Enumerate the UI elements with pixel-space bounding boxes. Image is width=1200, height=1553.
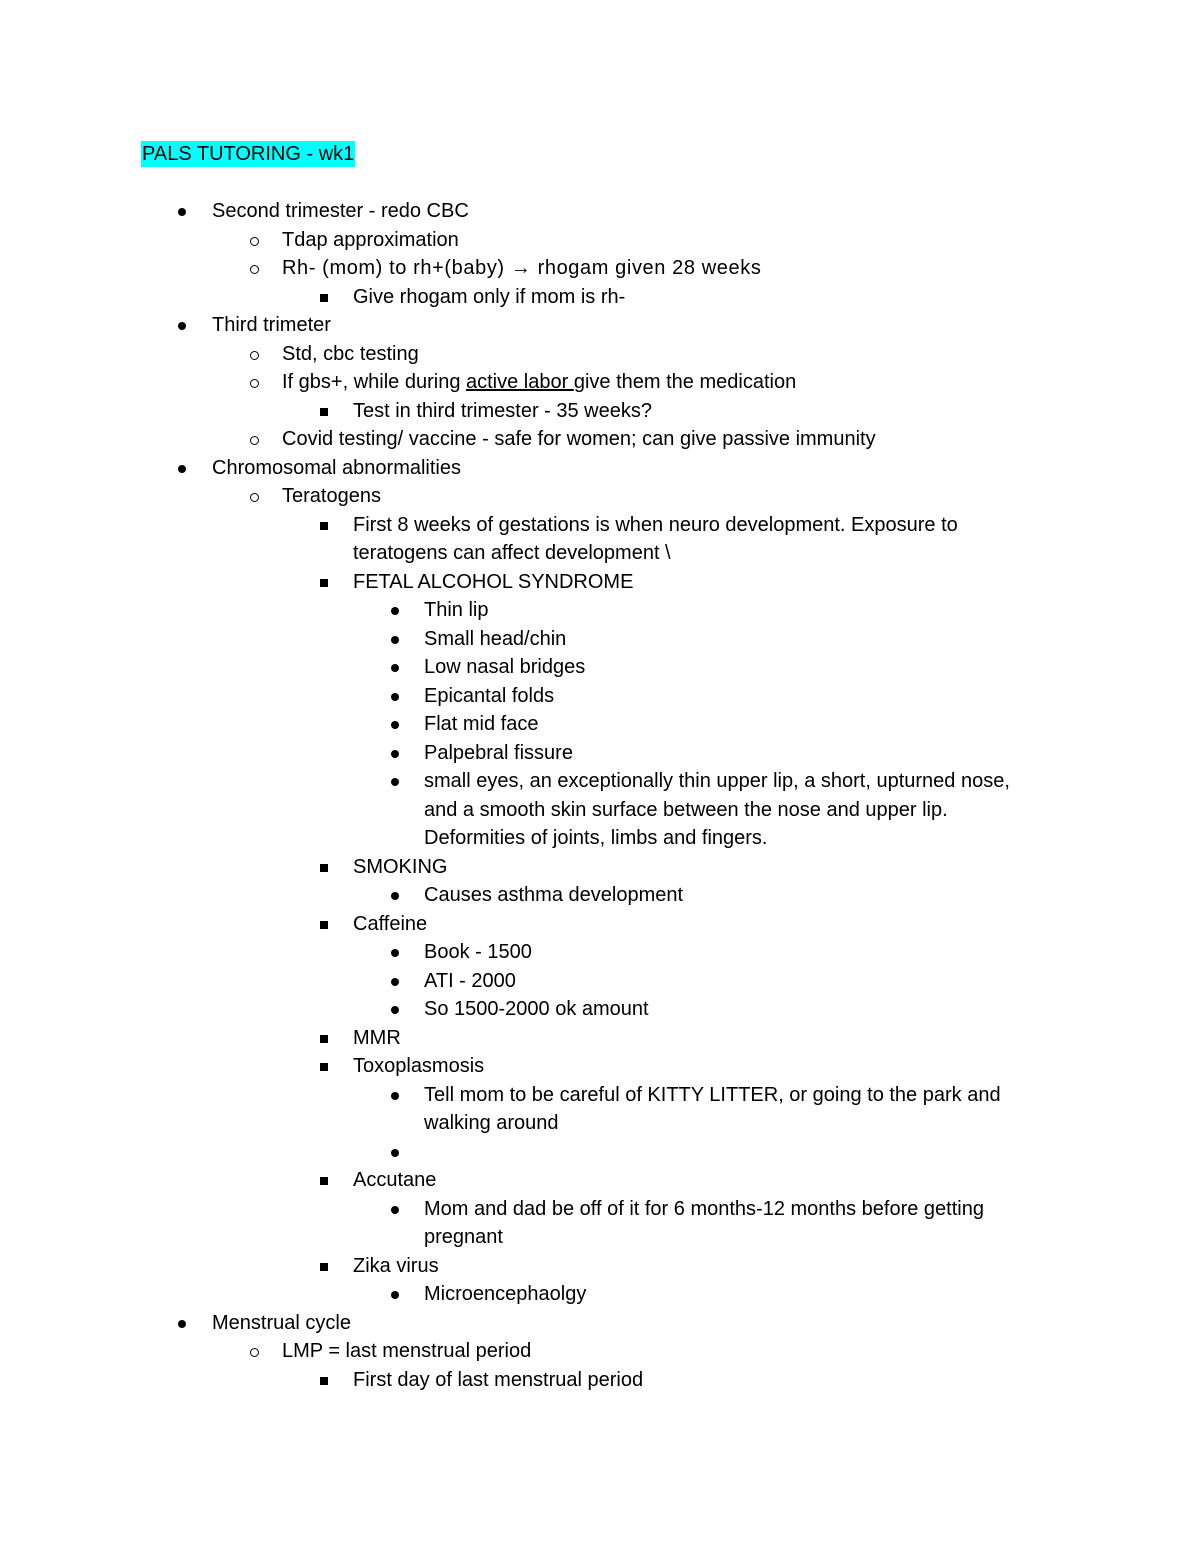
disc-bullet-icon	[391, 1092, 399, 1100]
circle-bullet-icon	[250, 265, 259, 274]
square-bullet-icon	[320, 921, 328, 929]
list-item	[0, 1366, 1200, 1395]
list-item-text: Zika virus	[353, 1254, 439, 1277]
list-item-text: Caffeine	[353, 912, 428, 935]
list-item-continuation	[0, 539, 1200, 568]
document-title: PALS TUTORING - wk1	[142, 143, 355, 165]
list-item	[0, 710, 1200, 739]
list-item-text: Teratogens	[282, 485, 381, 507]
list-item-text: Menstrual cycle	[212, 1311, 351, 1334]
square-bullet-icon	[320, 522, 328, 530]
disc-bullet-icon	[178, 322, 186, 330]
list-item-text: So 1500-2000 ok amount	[424, 998, 649, 1020]
list-item	[0, 197, 1200, 226]
disc-bullet-icon	[391, 1149, 399, 1157]
disc-bullet-icon	[391, 778, 399, 786]
list-item-text: small eyes, an exceptionally thin upper lip, a short, upturned nose,	[424, 770, 1010, 792]
square-bullet-icon	[320, 408, 328, 416]
list-item-text: SMOKING	[353, 855, 448, 878]
list-item	[0, 739, 1200, 768]
list-item	[0, 910, 1200, 939]
disc-bullet-icon	[391, 949, 399, 957]
list-item	[0, 1252, 1200, 1281]
list-item-continuation	[0, 796, 1200, 825]
list-item	[0, 397, 1200, 426]
square-bullet-icon	[320, 864, 328, 872]
list-item-text: Third trimeter	[212, 314, 331, 336]
square-bullet-icon	[320, 1035, 328, 1043]
square-bullet-icon	[320, 1177, 328, 1185]
disc-bullet-icon	[391, 892, 399, 900]
list-item-text: Rh- (mom) to rh+(baby) → rhogam given 28 weeks	[282, 257, 762, 279]
list-item	[0, 1081, 1200, 1110]
list-item-text: Covid testing/ vaccine - safe for women; can give passive immunity	[282, 428, 876, 450]
disc-bullet-icon	[391, 607, 399, 615]
list-item-continuation	[0, 824, 1200, 853]
list-item	[0, 767, 1200, 796]
list-item-text: Second trimester - redo CBC	[212, 200, 469, 222]
square-bullet-icon	[320, 579, 328, 587]
outline-list	[0, 197, 1200, 1394]
list-item	[0, 1024, 1200, 1053]
list-item	[0, 254, 1200, 283]
list-item-text: Toxoplasmosis	[353, 1055, 485, 1077]
list-item-text: FETAL ALCOHOL SYNDROME	[353, 570, 634, 593]
list-item-text: ATI - 2000	[424, 969, 516, 992]
circle-bullet-icon	[250, 351, 259, 360]
disc-bullet-icon	[178, 1320, 186, 1328]
list-item-text: Test in third trimester - 35 weeks?	[353, 399, 652, 422]
list-item-text: Tell mom to be careful of KITTY LITTER, or going to the park and	[424, 1083, 1001, 1106]
list-item	[0, 596, 1200, 625]
list-item	[0, 653, 1200, 682]
list-item	[0, 311, 1200, 340]
list-item-text: First day of last menstrual period	[353, 1368, 644, 1391]
list-item	[0, 967, 1200, 996]
list-item	[0, 454, 1200, 483]
list-item	[0, 1166, 1200, 1195]
list-item-text: teratogens can affect development \	[353, 542, 671, 564]
list-item-text: LMP = last menstrual period	[282, 1340, 532, 1362]
list-item-text: Causes asthma development	[424, 884, 684, 906]
list-item	[0, 511, 1200, 540]
list-item	[0, 226, 1200, 255]
list-item-text: Deformities of joints, limbs and fingers.	[424, 827, 768, 849]
list-item	[0, 1138, 1200, 1167]
list-item-text: and a smooth skin surface between the nose and upper lip.	[424, 798, 948, 821]
list-item	[0, 938, 1200, 967]
list-item	[0, 1195, 1200, 1224]
list-item	[0, 1052, 1200, 1081]
circle-bullet-icon	[250, 237, 259, 246]
list-item	[0, 1280, 1200, 1309]
disc-bullet-icon	[391, 1291, 399, 1299]
disc-bullet-icon	[391, 721, 399, 729]
disc-bullet-icon	[391, 978, 399, 986]
list-item	[0, 1309, 1200, 1338]
list-item-text: pregnant	[424, 1226, 503, 1248]
list-item-text: Give rhogam only if mom is rh-	[353, 285, 626, 308]
square-bullet-icon	[320, 1263, 328, 1271]
text-segment: give them the medication	[573, 371, 797, 393]
list-item	[0, 625, 1200, 654]
circle-bullet-icon	[250, 493, 259, 502]
list-item	[0, 995, 1200, 1024]
list-item-text: MMR	[353, 1026, 401, 1049]
list-item-text: Epicantal folds	[424, 684, 555, 707]
disc-bullet-icon	[178, 208, 186, 216]
list-item-text: Mom and dad be off of it for 6 months-12 months before getting	[424, 1197, 984, 1220]
circle-bullet-icon	[250, 436, 259, 445]
list-item	[0, 368, 1200, 397]
list-item-text	[282, 368, 796, 397]
list-item-text: First 8 weeks of gestations is when neuro development. Exposure to	[353, 513, 958, 536]
circle-bullet-icon	[250, 379, 259, 388]
list-item-text: Std, cbc testing	[282, 342, 419, 365]
square-bullet-icon	[320, 1063, 328, 1071]
list-item-text: Chromosomal abnormalities	[212, 456, 461, 479]
list-item	[0, 482, 1200, 511]
disc-bullet-icon	[391, 1006, 399, 1014]
disc-bullet-icon	[391, 750, 399, 758]
underlined-text-segment: active labor	[466, 371, 574, 393]
list-item-text: Tdap approximation	[282, 228, 459, 251]
list-item-text: Palpebral fissure	[424, 741, 573, 764]
list-item-continuation	[0, 1223, 1200, 1252]
list-item-text: walking around	[424, 1112, 559, 1134]
square-bullet-icon	[320, 294, 328, 302]
list-item	[0, 853, 1200, 882]
disc-bullet-icon	[178, 465, 186, 473]
list-item	[0, 1337, 1200, 1366]
list-item-continuation	[0, 1109, 1200, 1138]
list-item	[0, 568, 1200, 597]
list-item	[0, 283, 1200, 312]
list-item	[0, 881, 1200, 910]
list-item-text: Thin lip	[424, 599, 489, 621]
square-bullet-icon	[320, 1377, 328, 1385]
list-item-text: Accutane	[353, 1169, 437, 1191]
list-item	[0, 425, 1200, 454]
disc-bullet-icon	[391, 664, 399, 672]
circle-bullet-icon	[250, 1348, 259, 1357]
text-segment: If gbs+, while during	[282, 371, 466, 393]
list-item-text: Low nasal bridges	[424, 656, 586, 678]
list-item-text: Book - 1500	[424, 941, 532, 963]
disc-bullet-icon	[391, 1206, 399, 1214]
list-item-text: Flat mid face	[424, 713, 539, 735]
list-item	[0, 340, 1200, 369]
list-item-text: Small head/chin	[424, 627, 567, 650]
list-item-text: Microencephaolgy	[424, 1283, 587, 1305]
disc-bullet-icon	[391, 693, 399, 701]
disc-bullet-icon	[391, 636, 399, 644]
list-item	[0, 682, 1200, 711]
